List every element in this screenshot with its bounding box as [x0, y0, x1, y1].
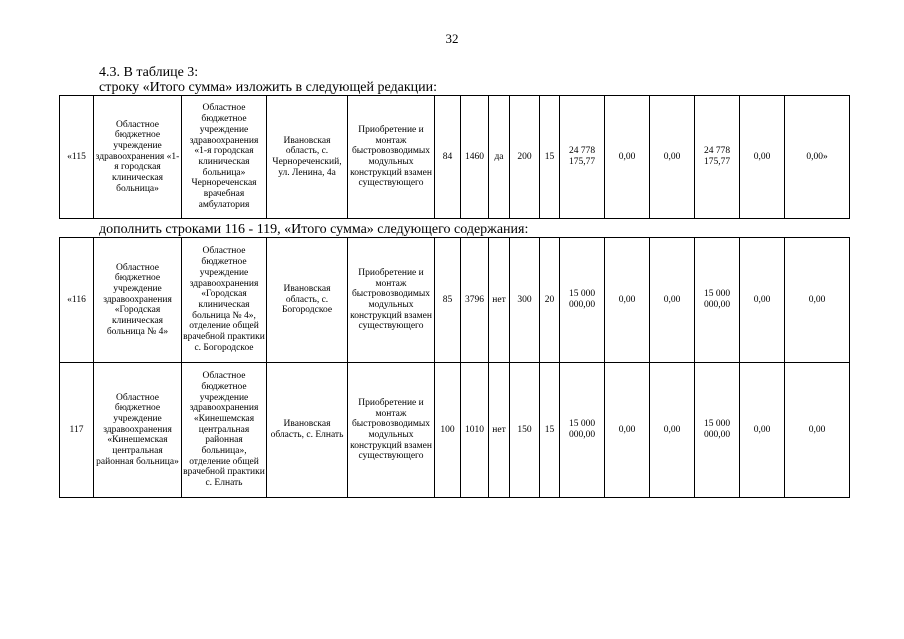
cell-col7: 3796 [461, 238, 489, 363]
cell-col15: 0,00 [740, 363, 785, 498]
cell-col14: 24 778 175,77 [695, 96, 740, 219]
cell-col13: 0,00 [650, 238, 695, 363]
cell-col14: 15 000 000,00 [695, 238, 740, 363]
cell-col15: 0,00 [740, 238, 785, 363]
table-row [60, 238, 850, 363]
cell-address: Ивановская область, с. Богородское [267, 238, 348, 363]
cell-row-number: «115 [60, 96, 94, 219]
cell-facility: Областное бюджетное учреждение здравоохранения «Городская клиническая больница № 4», отделение общей врачебной практики с. Богородское [182, 238, 267, 363]
cell-col11: 15 000 000,00 [560, 238, 605, 363]
replacement-table [59, 95, 850, 219]
table-row [60, 96, 850, 219]
cell-col7: 1010 [461, 363, 489, 498]
cell-row-number: «116 [60, 238, 94, 363]
cell-col8: нет [489, 363, 510, 498]
cell-col8: нет [489, 238, 510, 363]
cell-col6: 85 [435, 238, 461, 363]
cell-col14: 15 000 000,00 [695, 363, 740, 498]
cell-col16: 0,00» [785, 96, 850, 219]
cell-institution: Областное бюджетное учреждение здравоохранения «Кинешемская центральная районная больница» [94, 363, 182, 498]
cell-col11: 15 000 000,00 [560, 363, 605, 498]
cell-col10: 15 [540, 363, 560, 498]
paragraph-replace-instruction: строку «Итого сумма» изложить в следующей редакции: [99, 80, 437, 95]
cell-col9: 200 [510, 96, 540, 219]
cell-address: Ивановская область, с. Чернореченский, ул. Ленина, 4а [267, 96, 348, 219]
cell-col6: 84 [435, 96, 461, 219]
page-number: 32 [445, 31, 459, 46]
cell-col16: 0,00 [785, 363, 850, 498]
cell-row-number: 117 [60, 363, 94, 498]
table-row [60, 363, 850, 498]
cell-col12: 0,00 [605, 238, 650, 363]
cell-facility: Областное бюджетное учреждение здравоохранения «1-я городская клиническая больница» Чернореченская врачебная амбулатория [182, 96, 267, 219]
cell-work-type: Приобретение и монтаж быстровозводимых модульных конструкций взамен существующего [348, 96, 435, 219]
cell-work-type: Приобретение и монтаж быстровозводимых модульных конструкций взамен существующего [348, 238, 435, 363]
paragraph-add-instruction: дополнить строками 116 - 119, «Итого сумма» следующего содержания: [99, 222, 529, 237]
cell-institution: Областное бюджетное учреждение здравоохранения «Городская клиническая больница № 4» [94, 238, 182, 363]
cell-col13: 0,00 [650, 96, 695, 219]
cell-col9: 300 [510, 238, 540, 363]
cell-address: Ивановская область, с. Елнать [267, 363, 348, 498]
cell-col8: да [489, 96, 510, 219]
cell-col6: 100 [435, 363, 461, 498]
cell-col12: 0,00 [605, 96, 650, 219]
cell-col11: 24 778 175,77 [560, 96, 605, 219]
cell-col10: 15 [540, 96, 560, 219]
cell-institution: Областное бюджетное учреждение здравоохранения «1-я городская клиническая больница» [94, 96, 182, 219]
cell-col13: 0,00 [650, 363, 695, 498]
added-rows-table [59, 237, 850, 498]
cell-col7: 1460 [461, 96, 489, 219]
paragraph-section-heading: 4.3. В таблице 3: [99, 65, 199, 80]
cell-facility: Областное бюджетное учреждение здравоохранения «Кинешемская центральная районная больница», отделение общей врачебной практики с. Елнать [182, 363, 267, 498]
cell-work-type: Приобретение и монтаж быстровозводимых модульных конструкций взамен существующего [348, 363, 435, 498]
cell-col16: 0,00 [785, 238, 850, 363]
cell-col9: 150 [510, 363, 540, 498]
cell-col12: 0,00 [605, 363, 650, 498]
cell-col10: 20 [540, 238, 560, 363]
cell-col15: 0,00 [740, 96, 785, 219]
